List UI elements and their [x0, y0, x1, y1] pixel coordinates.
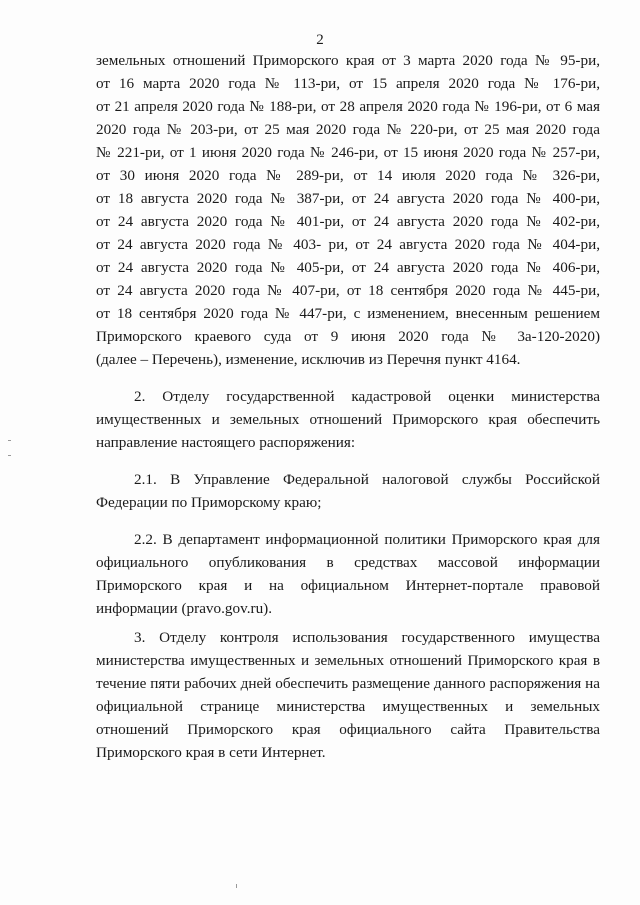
- text-line: от 16 марта 2020 года № 113-ри, от 15 апреля 2020 года № 176-ри,: [96, 75, 600, 92]
- text-line: 2.1. В Управление Федеральной налоговой службы Российской: [134, 471, 600, 488]
- paragraph-2: [96, 385, 600, 454]
- text-line: 2. Отделу государственной кадастровой оценки министерства: [134, 388, 600, 405]
- paragraph-3: [96, 626, 600, 764]
- text-line: Приморского краевого суда от 9 июня 2020 года № 3а-120-2020): [96, 328, 600, 345]
- text-line: 3. Отделу контроля использования государственного имущества: [134, 629, 600, 646]
- text-line: 2020 года № 203-ри, от 25 мая 2020 года № 220-ри, от 25 мая 2020 года: [96, 121, 600, 138]
- paragraph-2-2: [96, 528, 600, 620]
- text-line: официального опубликования в средствах массовой информации: [96, 554, 600, 571]
- text-line: Приморского края и на официальном Интернет-портале правовой: [96, 577, 600, 594]
- text-line: (далее – Перечень), изменение, исключив из Перечня пункт 4164.: [96, 351, 521, 368]
- text-line: течение пяти рабочих дней обеспечить размещение данного распоряжения на: [96, 675, 600, 692]
- text-line: официальной странице министерства имущественных и земельных: [96, 698, 600, 715]
- text-line: от 24 августа 2020 года № 401-ри, от 24 августа 2020 года № 402-ри,: [96, 213, 600, 230]
- text-line: Приморского края в сети Интернет.: [96, 744, 326, 761]
- text-line: от 24 августа 2020 года № 407-ри, от 18 сентября 2020 года № 445-ри,: [96, 282, 600, 299]
- text-line: от 18 августа 2020 года № 387-ри, от 24 августа 2020 года № 400-ри,: [96, 190, 600, 207]
- text-line: от 30 июня 2020 года № 289-ри, от 14 июля 2020 года № 326-ри,: [96, 167, 600, 184]
- scan-mark: [8, 455, 11, 456]
- paragraph-2-1: [96, 468, 600, 514]
- text-line: № 221-ри, от 1 июня 2020 года № 246-ри, от 15 июня 2020 года № 257-ри,: [96, 144, 600, 161]
- text-line: земельных отношений Приморского края от 3 марта 2020 года № 95-ри,: [96, 52, 600, 69]
- text-line: информации (pravo.gov.ru).: [96, 600, 273, 617]
- scan-mark: [236, 884, 237, 888]
- intro-paragraph: [96, 49, 600, 371]
- text-line: отношений Приморского края официального сайта Правительства: [96, 721, 600, 738]
- text-line: от 24 августа 2020 года № 403- ри, от 24 августа 2020 года № 404-ри,: [96, 236, 600, 253]
- text-line: от 18 сентября 2020 года № 447-ри, с изменением, внесенным решением: [96, 305, 600, 322]
- page-number: 2: [316, 32, 324, 48]
- text-line: Федерации по Приморскому краю;: [96, 494, 322, 511]
- text-line: направление настоящего распоряжения:: [96, 434, 356, 451]
- document-body: [96, 49, 600, 764]
- text-line: от 21 апреля 2020 года № 188-ри, от 28 апреля 2020 года № 196-ри, от 6 мая: [96, 98, 600, 115]
- scan-mark: [8, 440, 11, 441]
- text-line: от 24 августа 2020 года № 405-ри, от 24 августа 2020 года № 406-ри,: [96, 259, 600, 276]
- text-line: 2.2. В департамент информационной политики Приморского края для: [134, 531, 600, 548]
- text-line: министерства имущественных и земельных отношений Приморского края в: [96, 652, 600, 669]
- text-line: имущественных и земельных отношений Приморского края обеспечить: [96, 411, 600, 428]
